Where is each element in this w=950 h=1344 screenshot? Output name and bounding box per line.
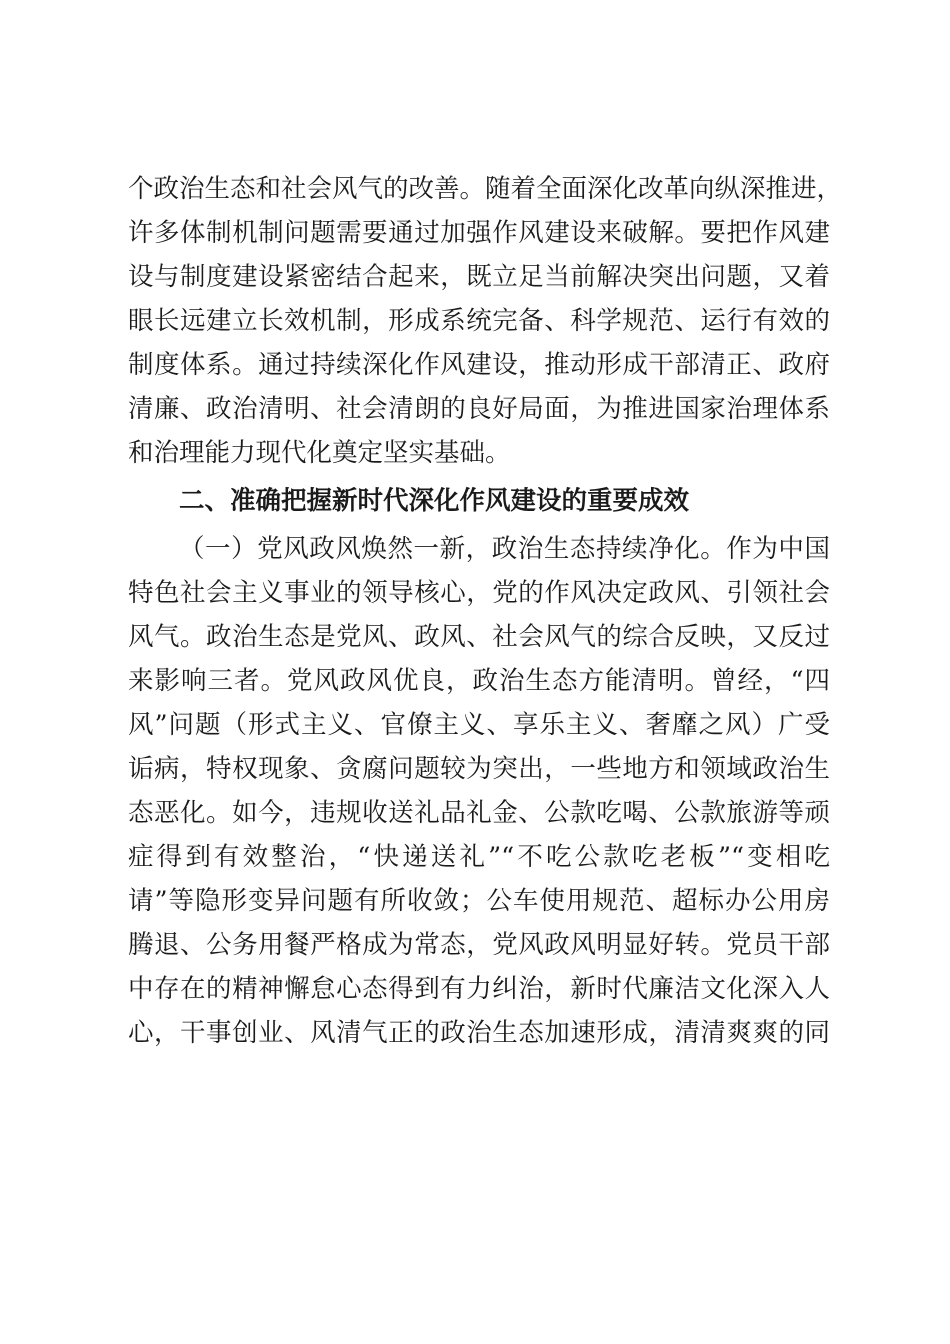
text-line: 态恶化。如今，违规收送礼品礼金、公款吃喝、公款旅游等顽 [128,798,830,828]
text-line: 眼长远建立长效机制，形成系统完备、科学规范、运行有效的 [128,306,830,336]
text-line: 风气。政治生态是党风、政风、社会风气的综合反映，又反过 [128,622,830,652]
text-line: 中存在的精神懈怠心态得到有力纠治，新时代廉洁文化深入人 [128,974,830,1004]
text-line: 请”等隐形变异问题有所收敛；公车使用规范、超标办公用房 [128,886,830,916]
text-line: 特色社会主义事业的领导核心，党的作风决定政风、引领社会 [128,578,830,608]
text-line: 个政治生态和社会风气的改善。随着全面深化改革向纵深推进， [128,174,843,204]
text-line: 制度体系。通过持续深化作风建设，推动形成干部清正、政府 [128,350,830,380]
section-heading: 二、准确把握新时代深化作风建设的重要成效 [179,486,690,516]
text-line: 和治理能力现代化奠定坚实基础。 [128,438,511,468]
text-line: 心，干事创业、风清气正的政治生态加速形成，清清爽爽的同 [128,1018,830,1048]
text-line: 风”问题（形式主义、官僚主义、享乐主义、奢靡之风）广受 [128,710,830,740]
paragraph-2 [128,527,830,1055]
text-line: 诟病，特权现象、贪腐问题较为突出，一些地方和领域政治生 [128,754,830,784]
text-line: 腾退、公务用餐严格成为常态，党风政风明显好转。党员干部 [128,930,830,960]
text-line: 来影响三者。党风政风优良，政治生态方能清明。曾经，“四 [128,666,830,696]
text-line: 许多体制机制问题需要通过加强作风建设来破解。要把作风建 [128,218,830,248]
document-page [128,167,843,1055]
text-line: （一）党风政风焕然一新，政治生态持续净化。作为中国 [179,534,830,564]
text-line: 清廉、政治清明、社会清朗的良好局面，为推进国家治理体系 [128,394,830,424]
text-line: 设与制度建设紧密结合起来，既立足当前解决突出问题，又着 [128,262,830,292]
paragraph-1 [128,167,843,475]
text-line: 症得到有效整治，“快递送礼”“不吃公款吃老板”“变相吃 [128,842,830,872]
